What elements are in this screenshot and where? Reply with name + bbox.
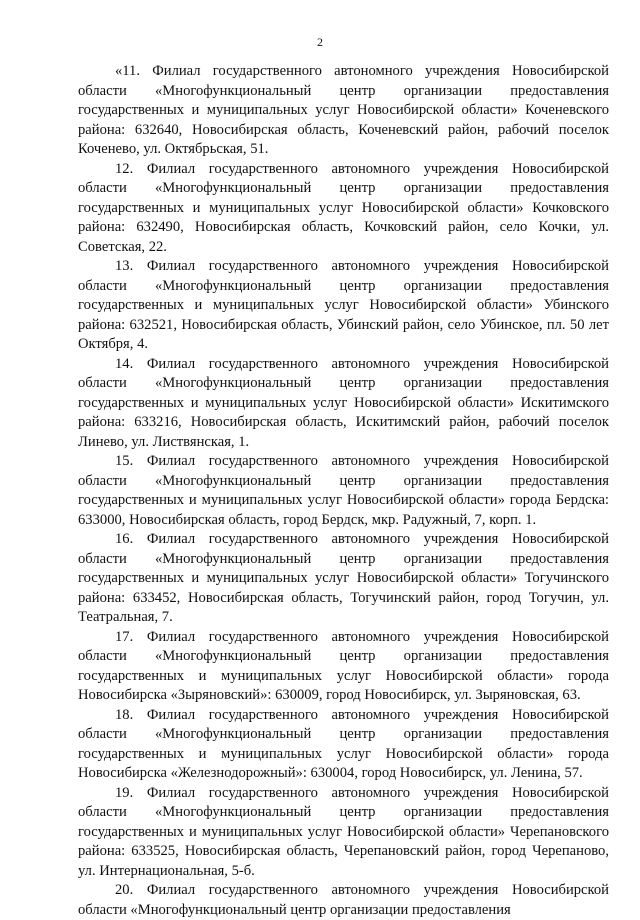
paragraph-branch-11: «11. Филиал государственного автономного учреждения Новосибирской области «Многофункциональный центр организации предоставления государственных и муниципальных услуг Новосибирской области» Коченевского района: 632640, Новосибирская область, Коченевский район, рабочий поселок Коченево, ул. Октябрьская, 51.: [78, 63, 609, 157]
document-body: [78, 62, 609, 920]
paragraph-branch-15: 15. Филиал государственного автономного учреждения Новосибирской области «Многофункциональный центр организации предоставления государственных и муниципальных услуг Новосибирской области» города Бердска: 633000, Новосибирская область, город Бердск, мкр. Радужный, 7, корп. 1.: [78, 453, 609, 528]
page-number: 2: [317, 35, 323, 49]
paragraph-branch-20: 20. Филиал государственного автономного учреждения Новосибирской области «Многофункциональный центр организации предоставления: [78, 882, 609, 918]
paragraph-branch-18: 18. Филиал государственного автономного учреждения Новосибирской области «Многофункциональный центр организации предоставления государственных и муниципальных услуг Новосибирской области» города Новосибирска «Железнодорожный»: 630004, город Новосибирск, ул. Ленина, 57.: [78, 706, 609, 781]
paragraph-branch-17: 17. Филиал государственного автономного учреждения Новосибирской области «Многофункциональный центр организации предоставления государственных и муниципальных услуг Новосибирской области» города Новосибирска «Зыряновский»: 630009, город Новосибирск, ул. Зыряновская, 63.: [78, 628, 609, 703]
paragraph-branch-16: 16. Филиал государственного автономного учреждения Новосибирской области «Многофункциональный центр организации предоставления государственных и муниципальных услуг Новосибирской области» Тогучинского района: 633452, Новосибирская область, Тогучинский район, город Тогучин, ул. Театральная, 7.: [78, 531, 609, 625]
paragraph-branch-19: 19. Филиал государственного автономного учреждения Новосибирской области «Многофункциональный центр организации предоставления государственных и муниципальных услуг Новосибирской области» Черепановского района: 633525, Новосибирская область, Черепановский район, город Черепаново, ул. Интернациональная, 5-б.: [78, 784, 609, 879]
paragraph-branch-13: 13. Филиал государственного автономного учреждения Новосибирской области «Многофункциональный центр организации предоставления государственных и муниципальных услуг Новосибирской области» Убинского района: 632521, Новосибирская область, Убинский район, село Убинское, пл. 50 лет Октября, 4.: [78, 258, 609, 352]
paragraph-branch-14: 14. Филиал государственного автономного учреждения Новосибирской области «Многофункциональный центр организации предоставления государственных и муниципальных услуг Новосибирской области» Искитимского района: 633216, Новосибирская область, Искитимский район, рабочий поселок Линево, ул. Листвянская, 1.: [78, 355, 609, 450]
paragraph-branch-12: 12. Филиал государственного автономного учреждения Новосибирской области «Многофункциональный центр организации предоставления государственных и муниципальных услуг Новосибирской области» Кочковского района: 632490, Новосибирская область, Кочковский район, село Кочки, ул. Советская, 22.: [78, 160, 609, 255]
